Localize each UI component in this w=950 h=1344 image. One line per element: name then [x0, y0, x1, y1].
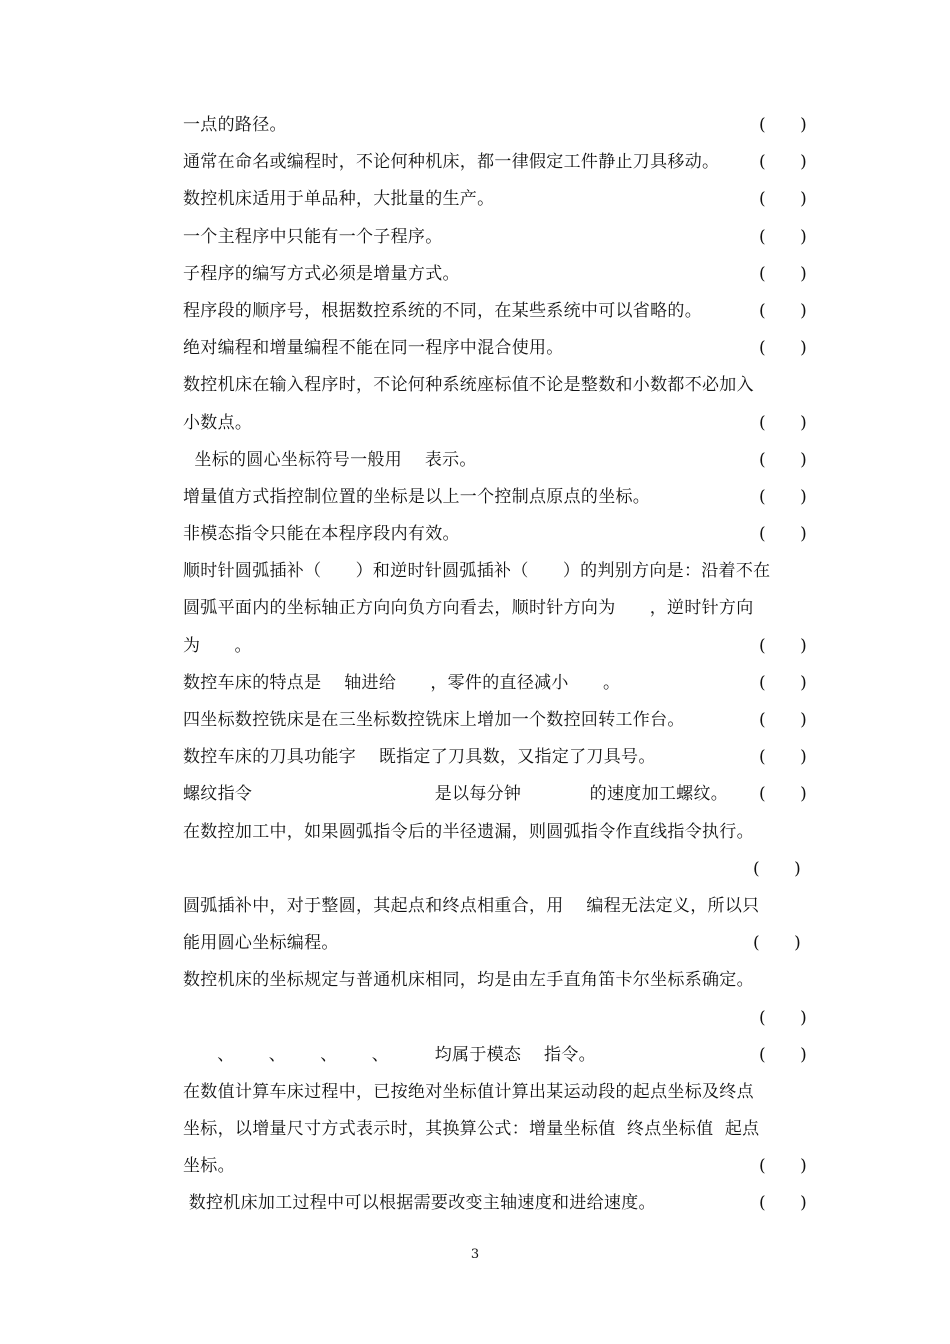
- question-text: 小数点。: [183, 412, 253, 433]
- answer-parentheses: ( ): [758, 263, 808, 284]
- answer-parentheses: ( ): [758, 1193, 808, 1214]
- question-line: [183, 628, 809, 665]
- question-text: 顺时针圆弧插补（ ）和逆时针圆弧插补（ ）的判别方向是：沿着不在: [183, 561, 771, 582]
- answer-parentheses: ( ): [758, 486, 808, 507]
- answer-parentheses: ( ): [758, 338, 808, 359]
- question-line: [183, 925, 809, 962]
- question-line: [183, 107, 809, 144]
- answer-parentheses: ( ): [758, 1156, 808, 1177]
- answer-parentheses: ( ): [758, 784, 808, 805]
- question-text: 数控车床的特点是 轴进给 ，零件的直径减小 。: [183, 672, 621, 693]
- question-text: 数控机床适用于单品种，大批量的生产。: [183, 189, 495, 210]
- question-text: 非模态指令只能在本程序段内有效。: [183, 524, 460, 545]
- question-text: 子程序的编写方式必须是增量方式。: [183, 263, 460, 284]
- question-text: 圆弧插补中，对于整圆，其起点和终点相重合，用 编程无法定义，所以只: [183, 895, 760, 916]
- question-line: [183, 405, 809, 442]
- question-line: [183, 144, 809, 181]
- answer-parentheses: ( ): [758, 635, 808, 656]
- question-line: [183, 665, 809, 702]
- question-line: [183, 702, 809, 739]
- question-line: [183, 479, 809, 516]
- question-text: 圆弧平面内的坐标轴正方向向负方向看去，顺时针方向为 ，逆时针方向: [183, 598, 754, 619]
- question-text: 增量值方式指控制位置的坐标是以上一个控制点原点的坐标。: [183, 486, 651, 507]
- question-text: 在数值计算车床过程中，已按绝对坐标值计算出某运动段的起点坐标及终点: [183, 1081, 754, 1102]
- question-text: 程序段的顺序号，根据数控系统的不同，在某些系统中可以省略的。: [183, 300, 702, 321]
- question-text: 为 。: [183, 635, 252, 656]
- question-line: [183, 739, 809, 776]
- answer-parentheses: ( ): [758, 115, 808, 135]
- question-line: [183, 814, 809, 851]
- answer-parentheses: ( ): [758, 449, 808, 470]
- answer-parentheses: ( ): [758, 412, 808, 433]
- answer-parentheses: ( ): [758, 226, 808, 247]
- answer-parentheses: ( ): [752, 933, 802, 954]
- question-line: [183, 1074, 809, 1111]
- question-text: 一点的路径。: [183, 115, 287, 135]
- answer-parentheses: ( ): [758, 189, 808, 210]
- question-line: [183, 962, 809, 999]
- question-text: 在数控加工中，如果圆弧指令后的半径遗漏，则圆弧指令作直线指令执行。: [183, 821, 754, 842]
- question-line: [183, 888, 809, 925]
- question-line: [183, 851, 809, 888]
- question-line: [183, 776, 809, 813]
- question-text: 通常在命名或编程时，不论何种机床，都一律假定工件静止刀具移动。: [183, 152, 720, 173]
- question-text: 坐标的圆心坐标符号一般用 表示。: [183, 449, 477, 470]
- question-line: [183, 1111, 809, 1148]
- question-text: 数控机床加工过程中可以根据需要改变主轴速度和进给速度。: [183, 1193, 656, 1214]
- question-text: 坐标，以增量尺寸方式表示时，其换算公式：增量坐标值 终点坐标值 起点: [183, 1119, 760, 1140]
- question-line: [183, 256, 809, 293]
- answer-parentheses: ( ): [758, 524, 808, 545]
- question-text: 数控车床的刀具功能字 既指定了刀具数，又指定了刀具号。: [183, 747, 656, 768]
- question-text: 能用圆心坐标编程。: [183, 933, 339, 954]
- question-line: [183, 293, 809, 330]
- question-line: [183, 1185, 809, 1222]
- answer-parentheses: ( ): [758, 300, 808, 321]
- question-line: [183, 516, 809, 553]
- page-number: 3: [470, 1247, 480, 1262]
- question-line: [183, 1148, 809, 1185]
- question-line: [183, 1000, 809, 1037]
- question-line: [183, 330, 809, 367]
- answer-parentheses: ( ): [758, 710, 808, 730]
- question-text: 数控机床的坐标规定与普通机床相同，均是由左手直角笛卡尔坐标系确定。: [183, 970, 754, 991]
- answer-parentheses: ( ): [758, 672, 808, 693]
- question-line: [183, 442, 809, 479]
- question-line: [183, 181, 809, 218]
- answer-parentheses: ( ): [758, 747, 808, 768]
- question-text: 螺纹指令 是以每分钟 的速度加工螺纹。: [183, 784, 729, 805]
- question-text: 坐标。: [183, 1156, 235, 1177]
- question-line: [183, 1037, 809, 1074]
- answer-parentheses: ( ): [752, 858, 802, 879]
- question-list: [183, 107, 809, 1223]
- question-line: [183, 590, 809, 627]
- question-text: 绝对编程和增量编程不能在同一程序中混合使用。: [183, 338, 564, 359]
- question-text: 数控机床在输入程序时，不论何种系统座标值不论是整数和小数都不必加入: [183, 375, 754, 396]
- question-line: [183, 367, 809, 404]
- answer-parentheses: ( ): [758, 1007, 808, 1028]
- answer-parentheses: ( ): [758, 152, 808, 173]
- question-text: 一个主程序中只能有一个子程序。: [183, 226, 443, 247]
- answer-parentheses: ( ): [758, 1044, 808, 1065]
- question-text: 、 、 、 、 均属于模态 指令。: [183, 1044, 596, 1065]
- question-line: [183, 219, 809, 256]
- question-text: 四坐标数控铣床是在三坐标数控铣床上增加一个数控回转工作台。: [183, 710, 685, 730]
- question-line: [183, 553, 809, 590]
